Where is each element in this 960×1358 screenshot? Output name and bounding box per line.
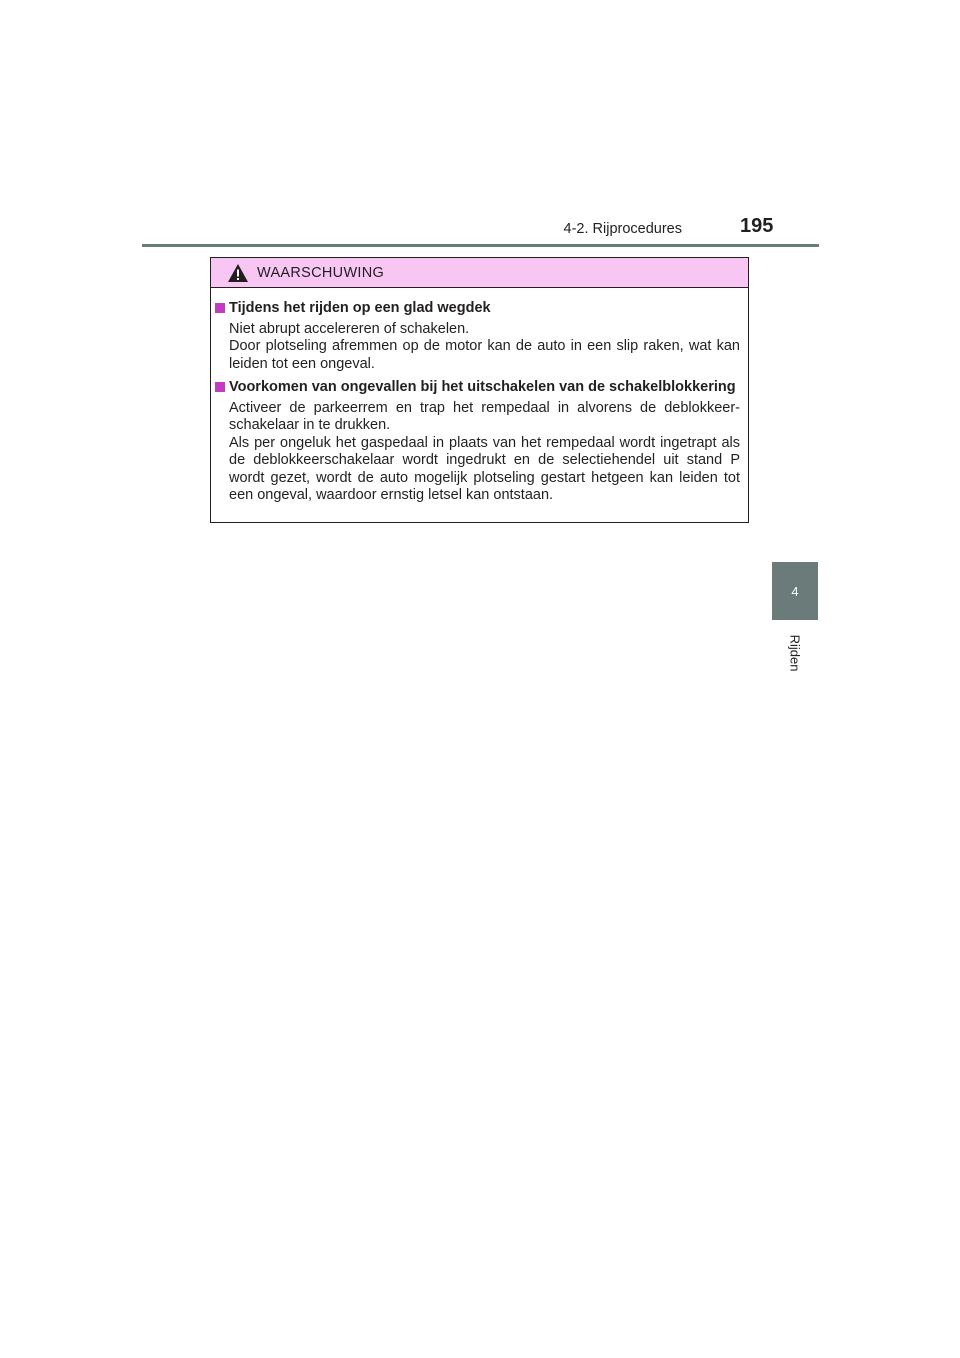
warning-triangle-icon (227, 263, 249, 283)
section-paragraph: Activeer de parkeerrem en trap het rempedaal in alvorens de deblokkeer-schakelaar in te drukken. (229, 399, 740, 433)
chapter-label-text: Rijden (787, 634, 803, 672)
header-section-title: 4-2. Rijprocedures (563, 221, 682, 237)
warning-section (215, 379, 740, 505)
square-bullet-icon (215, 382, 225, 392)
chapter-label (783, 630, 807, 676)
chapter-tab (772, 562, 818, 620)
warning-header (211, 258, 748, 288)
warning-box (210, 257, 749, 523)
section-heading (215, 379, 740, 397)
warning-title: WAARSCHUWING (257, 264, 385, 281)
section-paragraph: Niet abrupt accelereren of schakelen. (229, 320, 470, 337)
header-rule (142, 244, 819, 247)
section-heading-text: Voorkomen van ongevallen bij het uitschakelen van de schakelblokkering (229, 379, 736, 395)
section-heading (215, 300, 740, 318)
warning-section (215, 300, 740, 373)
page-number: 195 (740, 215, 774, 237)
section-heading-text: Tijdens het rijden op een glad wegdek (229, 300, 491, 316)
square-bullet-icon (215, 303, 225, 313)
section-paragraph: Als per ongeluk het gaspedaal in plaats van het rempedaal wordt ingetrapt als de deblokkeerschakelaar wordt ingedrukt en de selectiehendel uit stand P wordt gezet, wordt de auto mogelijk plotseling gestart hetgeen kan leiden tot een ongeval, waardoor ernstig letsel kan ontstaan. (229, 434, 740, 503)
section-paragraph: Door plotseling afremmen op de motor kan de auto in een slip raken, wat kan leiden tot een ongeval. (229, 338, 740, 372)
warning-body (211, 288, 748, 505)
chapter-number: 4 (791, 583, 799, 599)
